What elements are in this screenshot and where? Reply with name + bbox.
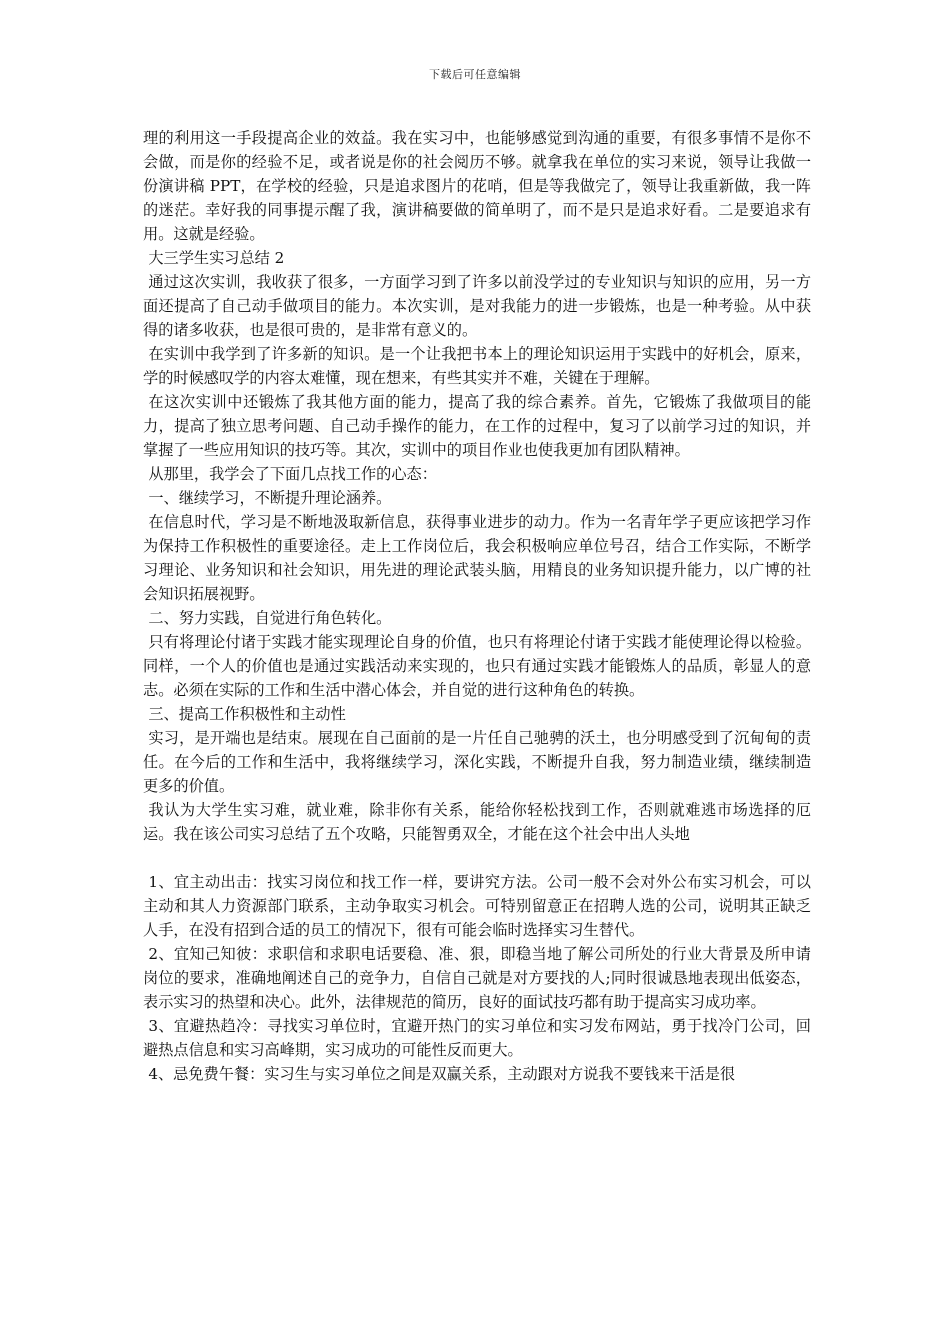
paragraph: 在实训中我学到了许多新的知识。是一个让我把书本上的理论知识运用于实践中的好机会，原来，学的时候感叹学的内容太难懂，现在想来，有些其实并不难，关键在于理解。 — [143, 345, 811, 387]
paragraph: 理的利用这一手段提高企业的效益。我在实习中，也能够感觉到沟通的重要，有很多事情不是你不会做，而是你的经验不足，或者说是你的社会阅历不够。就拿我在单位的实习来说，领导让我做一份演讲稿 PPT，在学校的经验，只是追求图片的花哨，但是等我做完了，领导让我重新做，我一阵的迷茫。幸好我的同事提示醒了我，演讲稿要做的简单明了，而不是只是追求好看。二是要追求有用。这就是经验。 — [143, 129, 811, 243]
paragraph: 从那里，我学会了下面几点找工作的心态： — [148, 465, 437, 483]
list-item: 1、宜主动出击：找实习岗位和找工作一样，要讲究方法。公司一般不会对外公布实习机会，可以主动和其人力资源部门联系，主动争取实习机会。可特别留意正在招聘人选的公司，说明其正缺乏人手，在没有招到合适的员工的情况下，很有可能会临时选择实习生替代。 — [143, 873, 811, 939]
paragraph: 我认为大学生实习难，就业难，除非你有关系，能给你轻松找到工作，否则就难逃市场选择的厄运。我在该公司实习总结了五个攻略，只能智勇双全，才能在这个社会中出人头地 — [143, 801, 811, 843]
list-heading: 三、提高工作积极性和主动性 — [148, 705, 346, 723]
list-heading: 一、继续学习，不断提升理论涵养。 — [148, 489, 392, 507]
paragraph: 实习，是开端也是结束。展现在自己面前的是一片任自己驰骋的沃土，也分明感受到了沉甸甸的责任。在今后的工作和生活中，我将继续学习，深化实践，不断提升自我，努力制造业绩，继续制造更多的价值。 — [143, 729, 811, 795]
document-body — [143, 126, 811, 1086]
section-heading: 大三学生实习总结 2 — [148, 249, 285, 267]
page-header: 下载后可任意编辑 — [429, 68, 521, 81]
paragraph: 通过这次实训，我收获了很多，一方面学习到了许多以前没学过的专业知识与知识的应用，另一方面还提高了自己动手做项目的能力。本次实训，是对我能力的进一步锻炼，也是一种考验。从中获得的诸多收获，也是很可贵的，是非常有意义的。 — [143, 273, 811, 339]
list-heading: 二、努力实践，自觉进行角色转化。 — [148, 609, 392, 627]
list-item: 2、宜知己知彼：求职信和求职电话要稳、准、狠，即稳当地了解公司所处的行业大背景及所申请岗位的要求，准确地阐述自己的竞争力，自信自己就是对方要找的人;同时很诚恳地表现出低姿态，表示实习的热望和决心。此外，法律规范的简历，良好的面试技巧都有助于提高实习成功率。 — [143, 945, 811, 1011]
list-item: 3、宜避热趋冷：寻找实习单位时，宜避开热门的实习单位和实习发布网站，勇于找冷门公司，回避热点信息和实习高峰期，实习成功的可能性反而更大。 — [143, 1017, 811, 1059]
paragraph: 只有将理论付诸于实践才能实现理论自身的价值，也只有将理论付诸于实践才能使理论得以检验。同样，一个人的价值也是通过实践活动来实现的，也只有通过实践才能锻炼人的品质，彰显人的意志。必须在实际的工作和生活中潜心体会，并自觉的进行这种角色的转换。 — [143, 633, 811, 699]
list-item: 4、忌免费午餐：实习生与实习单位之间是双赢关系，主动跟对方说我不要钱来干活是很 — [148, 1065, 736, 1083]
paragraph: 在信息时代，学习是不断地汲取新信息，获得事业进步的动力。作为一名青年学子更应该把学习作为保持工作积极性的重要途径。走上工作岗位后，我会积极响应单位号召，结合工作实际，不断学习理论、业务知识和社会知识，用先进的理论武装头脑，用精良的业务知识提升能力，以广博的社会知识拓展视野。 — [143, 513, 811, 603]
paragraph: 在这次实训中还锻炼了我其他方面的能力，提高了我的综合素养。首先，它锻炼了我做项目的能力，提高了独立思考问题、自己动手操作的能力，在工作的过程中，复习了以前学习过的知识，并掌握了一些应用知识的技巧等。其次，实训中的项目作业也使我更加有团队精神。 — [143, 393, 811, 459]
